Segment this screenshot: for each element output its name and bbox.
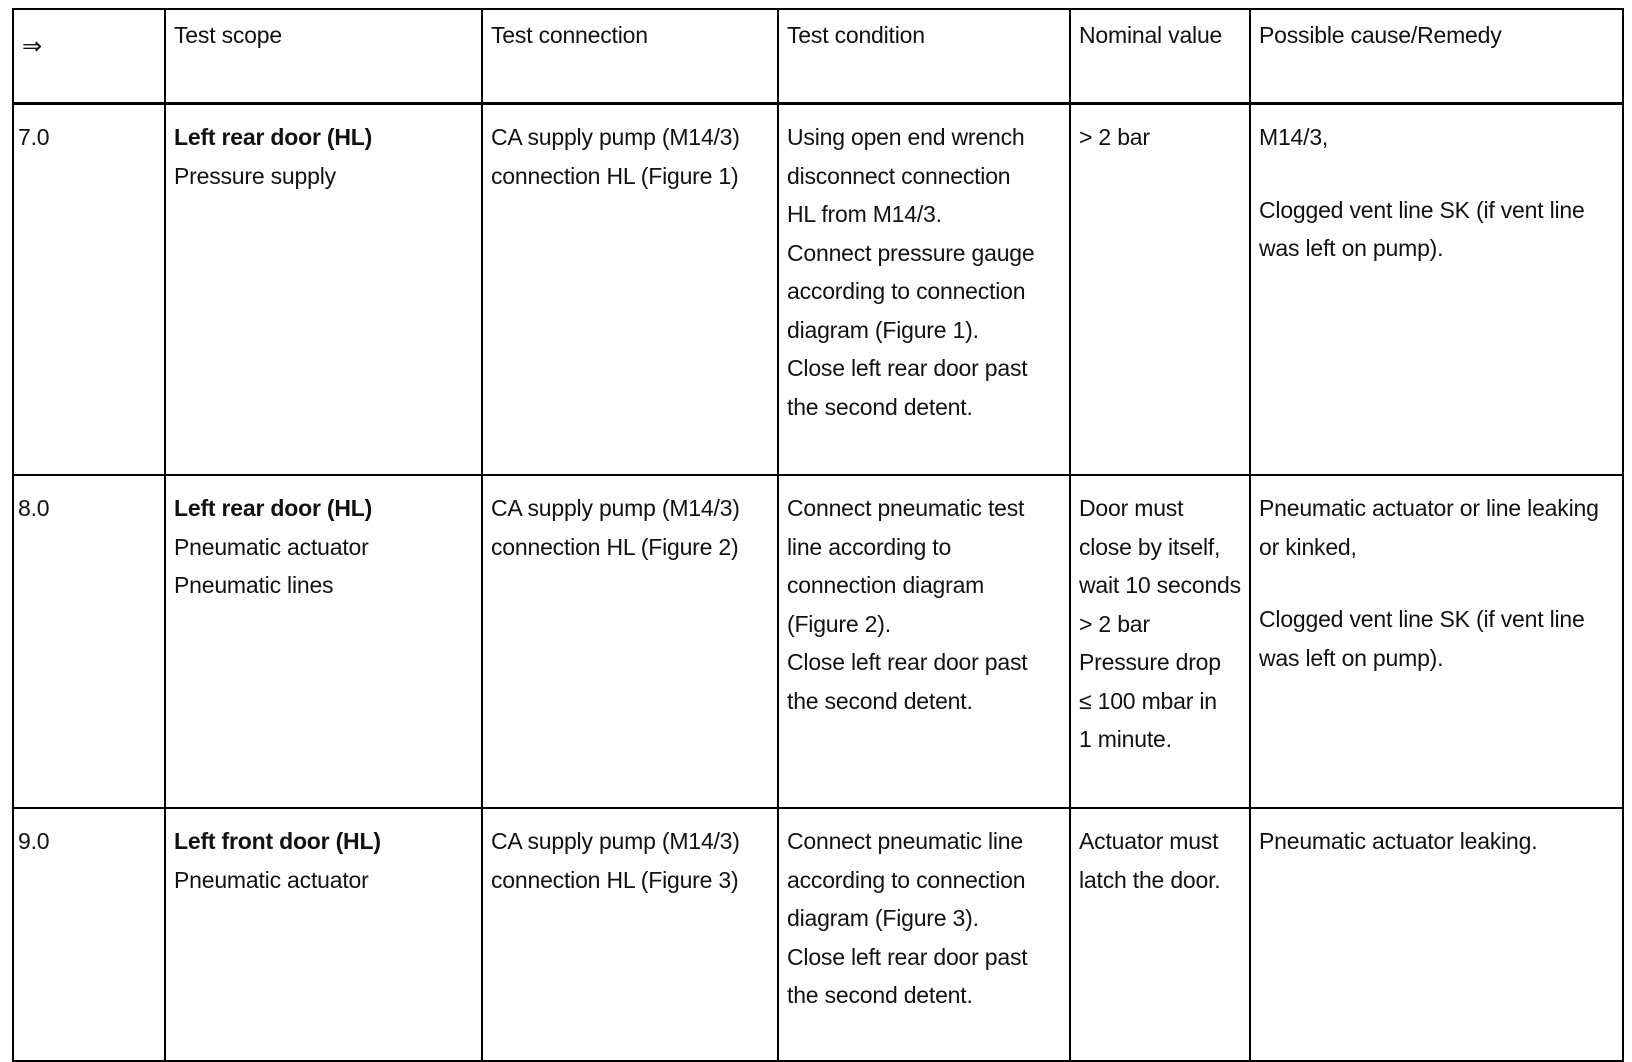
test-condition-cell (778, 475, 1070, 808)
condition-line: line according to (787, 533, 952, 560)
test-connection-cell (482, 475, 778, 808)
test-connection-cell (482, 104, 778, 476)
nominal-line: Pressure drop (1079, 649, 1221, 675)
cause-line: or kinked, (1259, 533, 1357, 560)
diagnostic-table (12, 8, 1624, 1062)
nominal-value-cell (1070, 104, 1250, 476)
arrow-icon: ⇒ (13, 9, 165, 104)
connection-line: connection HL (Figure 2) (491, 533, 739, 560)
scope-title: Left rear door (HL) (174, 495, 373, 521)
nominal-line: Door must (1079, 495, 1184, 521)
condition-line: Connect pneumatic test (787, 495, 1025, 521)
condition-line: Connect pressure gauge (787, 239, 1035, 266)
condition-line: disconnect connection (787, 162, 1011, 189)
table-body (13, 104, 1623, 1062)
cause-line: Pneumatic actuator or line leaking (1259, 495, 1599, 521)
test-condition-cell (778, 808, 1070, 1061)
nominal-line: > 2 bar (1079, 610, 1150, 637)
nominal-value-cell (1070, 808, 1250, 1061)
test-scope-cell (165, 808, 482, 1061)
test-scope-cell (165, 104, 482, 476)
possible-cause-cell (1250, 808, 1623, 1061)
scope-line: Pressure supply (174, 162, 336, 189)
connection-line: CA supply pump (M14/3) (491, 828, 740, 854)
possible-cause-cell (1250, 104, 1623, 476)
condition-line: diagram (Figure 1). (787, 316, 979, 343)
connection-line: CA supply pump (M14/3) (491, 495, 740, 521)
cause-line: M14/3, (1259, 124, 1329, 150)
diagnostic-document (12, 8, 1622, 1048)
test-connection-cell (482, 808, 778, 1061)
connection-line: CA supply pump (M14/3) (491, 124, 740, 150)
step-number: 9.0 (13, 808, 165, 1061)
table-row (13, 104, 1623, 476)
connection-line: connection HL (Figure 1) (491, 162, 739, 189)
header-test-connection: Test connection (482, 9, 778, 104)
condition-line: HL from M14/3. (787, 201, 942, 227)
possible-cause-cell (1250, 475, 1623, 808)
scope-title: Left rear door (HL) (174, 124, 373, 150)
nominal-line: > 2 bar (1079, 124, 1150, 150)
condition-line: the second detent. (787, 982, 973, 1008)
condition-line: according to connection (787, 278, 1026, 304)
header-test-scope: Test scope (165, 9, 482, 104)
condition-line: diagram (Figure 3). (787, 905, 979, 931)
condition-line: connection diagram (787, 572, 985, 598)
condition-line: the second detent. (787, 687, 973, 714)
table-row (13, 475, 1623, 808)
header-possible-cause: Possible cause/Remedy (1250, 9, 1623, 104)
condition-line: (Figure 2). (787, 610, 891, 637)
paragraph-gap (1259, 157, 1614, 191)
nominal-value-cell (1070, 475, 1250, 808)
cause-line: Pneumatic actuator leaking. (1259, 828, 1538, 854)
table-row (13, 808, 1623, 1061)
condition-line: Close left rear door past (787, 649, 1028, 675)
nominal-line: wait 10 seconds (1079, 572, 1241, 598)
condition-line: Connect pneumatic line (787, 828, 1023, 854)
table-header-row (13, 9, 1623, 104)
nominal-line: latch the door. (1079, 866, 1221, 893)
nominal-line: ≤ 100 mbar in (1079, 687, 1217, 714)
paragraph-gap (1259, 566, 1614, 600)
scope-line: Pneumatic actuator (174, 866, 369, 893)
cause-line: Clogged vent line SK (if vent line (1259, 606, 1585, 632)
test-scope-cell (165, 475, 482, 808)
condition-line: the second detent. (787, 393, 973, 420)
step-number: 7.0 (13, 104, 165, 476)
condition-line: Using open end wrench (787, 124, 1025, 150)
cause-line: Clogged vent line SK (if vent line (1259, 196, 1585, 223)
condition-line: Close left rear door past (787, 943, 1028, 970)
cause-line: was left on pump). (1259, 235, 1444, 261)
nominal-line: close by itself, (1079, 533, 1221, 560)
header-nominal-value: Nominal value (1070, 9, 1250, 104)
header-test-condition: Test condition (778, 9, 1070, 104)
step-number: 8.0 (13, 475, 165, 808)
test-condition-cell (778, 104, 1070, 476)
connection-line: connection HL (Figure 3) (491, 866, 739, 893)
condition-line: Close left rear door past (787, 355, 1028, 381)
cause-line: was left on pump). (1259, 644, 1444, 671)
scope-line: Pneumatic actuator (174, 533, 369, 560)
condition-line: according to connection (787, 866, 1026, 893)
scope-line: Pneumatic lines (174, 572, 334, 598)
nominal-line: Actuator must (1079, 828, 1219, 854)
nominal-line: 1 minute. (1079, 726, 1172, 752)
scope-title: Left front door (HL) (174, 828, 381, 854)
